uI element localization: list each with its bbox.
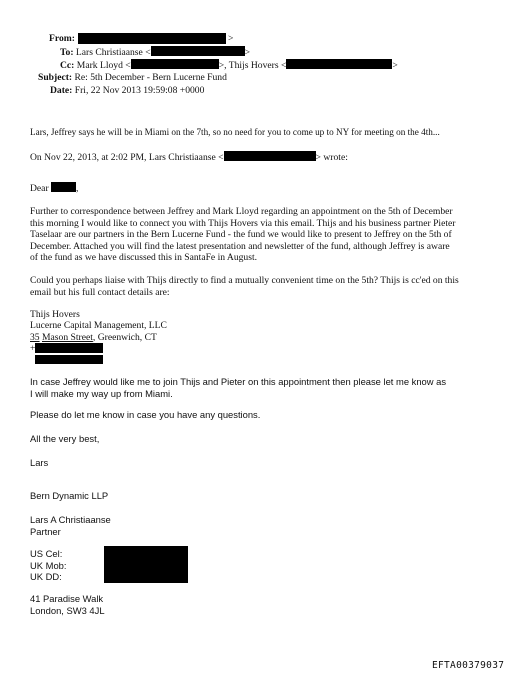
cc-value-2: >, Thijs Hovers <	[218, 60, 287, 71]
contact-name: Thijs Hovers	[30, 309, 80, 320]
from-label: From:	[49, 33, 75, 44]
address-line-1: 41 Paradise Walk	[30, 593, 104, 604]
paragraph-3	[30, 376, 446, 400]
para1-line: December. Attached you will find the latest presentation and newsletter of the fund, although Jeffrey is aware	[30, 240, 450, 252]
salutation	[30, 182, 78, 194]
signature-person	[30, 514, 111, 537]
para1-line: of the fund as we have discussed this in SantaFe in August.	[30, 252, 258, 264]
redaction-to	[151, 46, 245, 56]
contact-address	[30, 332, 167, 343]
to-label: To:	[60, 47, 74, 58]
paragraph-1	[30, 206, 455, 264]
redaction-quote-email	[224, 151, 316, 161]
from-end: >	[228, 33, 234, 44]
phone-label-uk-dd: UK DD:	[30, 571, 62, 583]
redaction-contact-phone	[35, 343, 103, 353]
reply-line: Lars, Jeffrey says he will be in Miami on the 7th, so no need for you to come up to NY for meeting on the 4th...	[30, 127, 440, 137]
cc-label: Cc:	[60, 60, 75, 71]
redaction-salutation	[51, 182, 79, 194]
cc-value-1: Mark Lloyd <	[76, 60, 131, 71]
signature-phones	[30, 548, 66, 583]
para2-line: email but his full contact details are:	[30, 286, 170, 298]
quote-intro-b: > wrote:	[315, 152, 348, 163]
subject-label: Subject:	[38, 72, 73, 83]
para1-line: this morning I would like to connect you with Thijs Hovers via this email. Thijs and his business partner Pieter	[30, 217, 456, 229]
signoff: Lars	[30, 457, 49, 468]
subject-row	[38, 72, 227, 83]
para3-line: In case Jeffrey would like me to join Thijs and Pieter on this appointment then please let me know as	[30, 376, 447, 387]
cc-end: >	[392, 60, 398, 71]
date-row	[50, 85, 204, 96]
para1-line: Taselaar are our partners in the Bern Lucerne Fund - the fund we would like to present to Jeffrey on the 5th of	[30, 229, 452, 241]
contact-street-name: Mason Street	[42, 331, 93, 343]
redaction-cc-2	[286, 59, 392, 69]
to-end: >	[244, 47, 251, 58]
address-line-2: London, SW3 4JL	[30, 604, 105, 616]
quote-intro-a: On Nov 22, 2013, at 2:02 PM, Lars Christiaanse <	[30, 152, 224, 163]
quote-intro	[30, 151, 348, 163]
para3-line: I will make my way up from Miami.	[30, 388, 173, 399]
cc-row	[60, 59, 398, 71]
closing: All the very best,	[30, 433, 100, 444]
date-label: Date:	[50, 85, 73, 96]
para1-line: Further to correspondence between Jeffrey and Mark Lloyd regarding an appointment on the 5th of December	[30, 206, 453, 217]
to-value: Lars Christiaanse <	[75, 47, 151, 58]
signature-address	[30, 593, 105, 616]
contact-company: Lucerne Capital Management, LLC	[30, 320, 167, 332]
to-row	[60, 46, 250, 58]
contact-phone-prefix: +	[30, 343, 36, 355]
paragraph-2	[30, 275, 459, 298]
phone-label-uk-mob: UK Mob:	[30, 559, 67, 571]
contact-city: , Greenwich, CT	[92, 331, 157, 343]
para2-line: Could you perhaps liaise with Thijs directly to find a mutually convenient time on the 5th? Thijs is cc'ed on this	[30, 275, 459, 286]
subject-value: Re: 5th December - Bern Lucerne Fund	[74, 72, 227, 83]
signature-firm: Bern Dynamic LLP	[30, 490, 109, 501]
redaction-from	[78, 33, 226, 44]
contact-street-number: 35	[30, 331, 40, 343]
salutation-text: Dear	[30, 183, 49, 194]
signature-name: Lars A Christiaanse	[30, 514, 111, 525]
redaction-contact-extra	[35, 355, 103, 364]
date-value: Fri, 22 Nov 2013 19:59:08 +0000	[74, 85, 205, 96]
bates-number: EFTA00379037	[432, 660, 505, 671]
redaction-cc-1	[131, 59, 219, 69]
paragraph-4: Please do let me know in case you have any questions.	[30, 409, 261, 420]
signature-title: Partner	[30, 525, 61, 537]
salutation-end: ,	[76, 183, 79, 194]
redaction-phone-numbers	[104, 546, 188, 583]
phone-label-us-cel: US Cel:	[30, 548, 63, 559]
